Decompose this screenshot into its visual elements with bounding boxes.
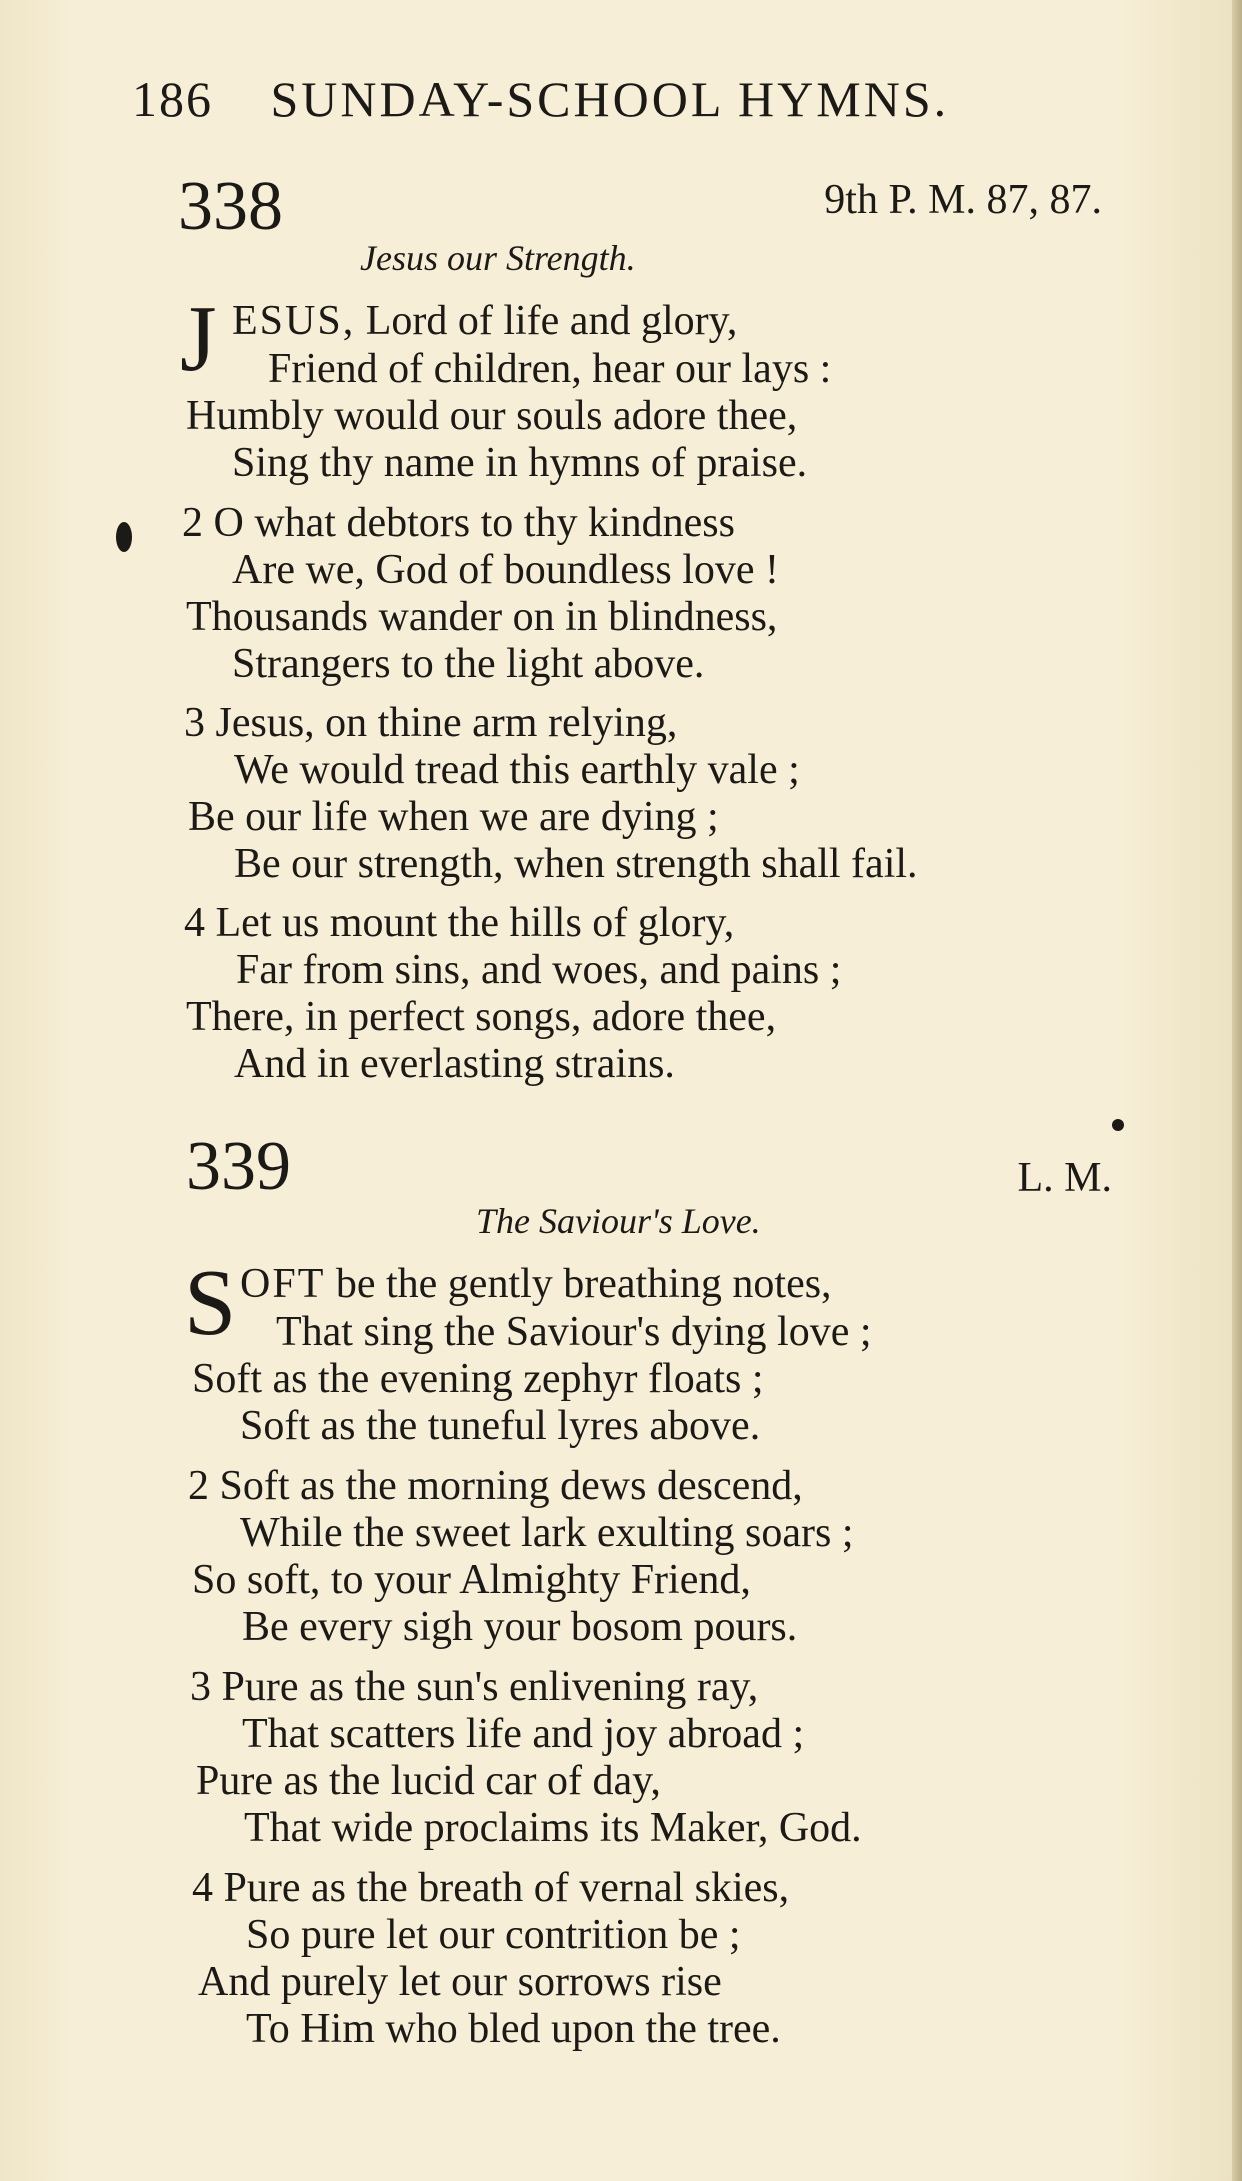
hymn-line: That sing the Saviour's dying love ;	[276, 1309, 872, 1355]
first-line-rest: be the gently breathing notes,	[325, 1261, 832, 1307]
hymn-first-line	[240, 1261, 832, 1307]
hymn-meter: L. M.	[1017, 1155, 1112, 1201]
hymn-line: There, in perfect songs, adore thee,	[186, 994, 777, 1040]
hymn-line: 4 Pure as the breath of vernal skies,	[192, 1865, 790, 1911]
first-line-rest: Lord of life and glory,	[355, 298, 738, 344]
hymn-subtitle: Jesus our Strength.	[360, 238, 636, 278]
hymn-line: To Him who bled upon the tree.	[246, 2006, 781, 2052]
hymn-line: Soft as the evening zephyr floats ;	[192, 1356, 764, 1402]
page-number: 186	[132, 71, 213, 127]
hymn-line: Far from sins, and woes, and pains ;	[236, 947, 842, 993]
hymn-line: Friend of children, hear our lays :	[268, 346, 832, 392]
hymn-first-line	[232, 298, 737, 344]
hymn-line: Be every sigh your bosom pours.	[242, 1604, 798, 1650]
hymn-line: Are we, God of boundless love !	[232, 547, 780, 593]
hymn-line: Be our strength, when strength shall fail.	[234, 841, 918, 887]
first-word: OFT	[240, 1261, 326, 1307]
hymn-line: Soft as the tuneful lyres above.	[240, 1403, 761, 1449]
hymn-line: That wide proclaims its Maker, God.	[244, 1805, 862, 1851]
hymn-line: So pure let our contrition be ;	[246, 1912, 741, 1958]
hymn-number: 339	[186, 1128, 291, 1205]
hymn-number: 338	[178, 168, 283, 245]
drop-cap: S	[184, 1251, 237, 1355]
first-word: ESUS,	[232, 298, 356, 344]
hymn-line: Strangers to the light above.	[232, 641, 705, 687]
hymn-line: So soft, to your Almighty Friend,	[192, 1557, 751, 1603]
hymn-line: And purely let our sorrows rise	[198, 1959, 722, 2005]
drop-cap: J	[180, 287, 217, 391]
hymn-line: 2 Soft as the morning dews descend,	[188, 1463, 803, 1509]
running-title: SUNDAY-SCHOOL HYMNS.	[270, 71, 950, 127]
hymn-line: We would tread this earthly vale ;	[234, 747, 800, 793]
hymn-line: Pure as the lucid car of day,	[196, 1758, 661, 1804]
hymn-line: 3 Pure as the sun's enlivening ray,	[190, 1664, 759, 1710]
ink-spot	[1112, 1119, 1124, 1131]
page-edge	[1232, 0, 1242, 2181]
hymn-line: Sing thy name in hymns of praise.	[232, 440, 808, 486]
hymn-line: 2 O what debtors to thy kindness	[182, 500, 735, 546]
hymn-line: Thousands wander on in blindness,	[186, 594, 778, 640]
ink-spot	[116, 522, 132, 552]
hymn-line: Humbly would our souls adore thee,	[186, 393, 798, 439]
hymn-line: 3 Jesus, on thine arm relying,	[184, 700, 678, 746]
page-header	[132, 70, 1032, 128]
hymn-line: Be our life when we are dying ;	[188, 794, 719, 840]
hymn-line: And in everlasting strains.	[234, 1041, 675, 1087]
hymn-line: While the sweet lark exulting soars ;	[240, 1510, 854, 1556]
hymn-meter: 9th P. M. 87, 87.	[824, 177, 1102, 223]
hymn-line: That scatters life and joy abroad ;	[242, 1711, 805, 1757]
hymn-subtitle: The Saviour's Love.	[476, 1201, 761, 1241]
hymn-line: 4 Let us mount the hills of glory,	[184, 900, 735, 946]
